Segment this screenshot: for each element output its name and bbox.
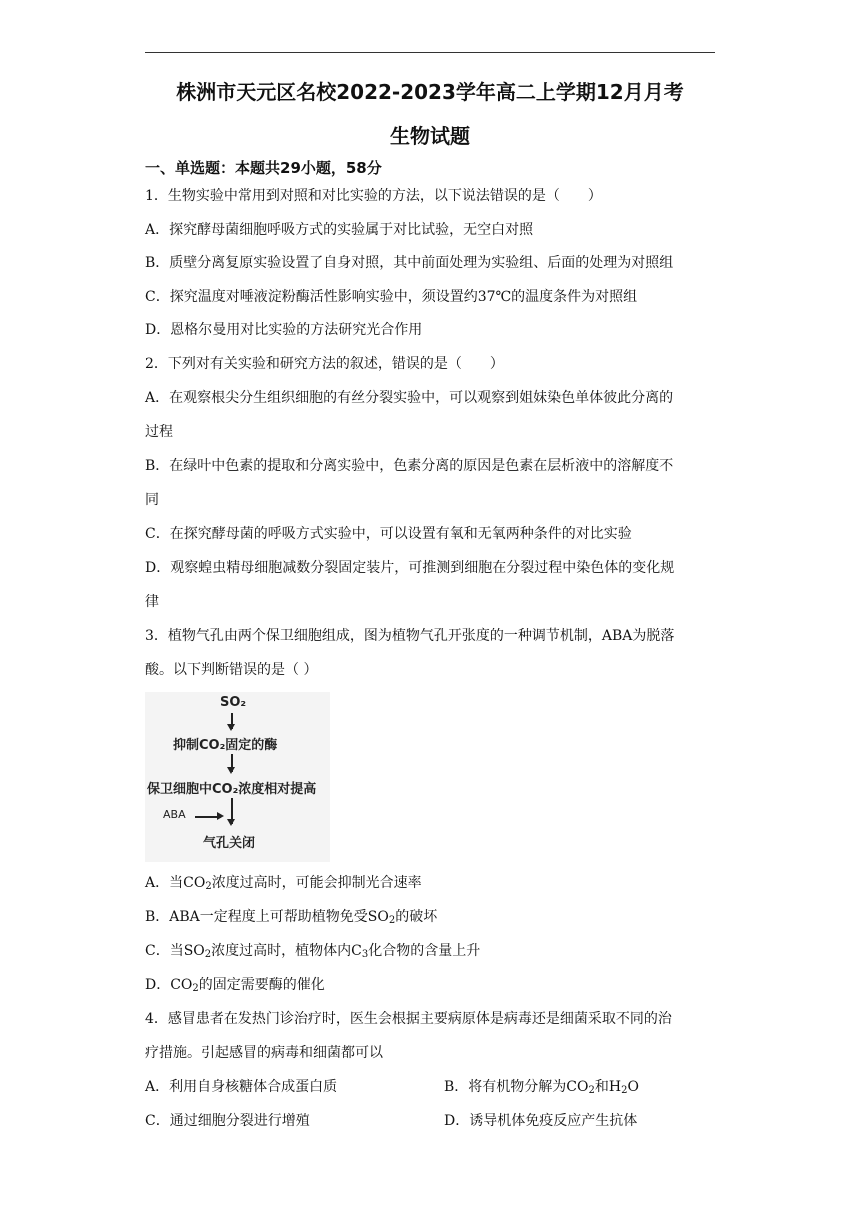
header-rule [145, 52, 715, 53]
q1-option-d: D．恩格尔曼用对比实验的方法研究光合作用 [145, 322, 423, 338]
q2-option-c: C．在探究酵母菌的呼吸方式实验中，可以设置有氧和无氧两种条件的对比实验 [145, 526, 632, 542]
q2-option-b: B．在绿叶中色素的提取和分离实验中，色素分离的原因是色素在层析液中的溶解度不 [145, 458, 674, 474]
q4-option-b: B．将有机物分解为$CO_2$和$H_2O$ [444, 1079, 639, 1096]
q2-option-d: D．观察蝗虫精母细胞减数分裂固定装片，可推测到细胞在分裂过程中染色体的变化规 [145, 560, 675, 576]
diagram-arrow-3 [231, 798, 233, 824]
diagram-aba-arrow [195, 816, 221, 818]
q4-option-d: D．诱导机体免疫反应产生抗体 [444, 1113, 638, 1129]
q3-option-b: B．ABA一定程度上可帮助植物免受$SO_2$的破坏 [145, 909, 438, 926]
q1-option-a: A．探究酵母菌细胞呼吸方式的实验属于对比试验，无空白对照 [145, 222, 534, 238]
section-heading: 一、单选题：本题共29小题，58分 [145, 159, 382, 177]
diagram-so2-label: SO₂ [220, 695, 247, 710]
q3-option-a: A．当$CO_2$浓度过高时，可能会抑制光合速率 [145, 875, 422, 892]
q4-stem: 4．感冒患者在发热门诊治疗时，医生会根据主要病原体是病毒还是细菌采取不同的治 [145, 1011, 672, 1027]
diagram-enzyme-label: 抑制CO₂固定的酶 [173, 738, 278, 753]
q4-stem-cont: 疗措施。引起感冒的病毒和细菌都可以 [145, 1045, 383, 1061]
q3-stem-cont: 酸。以下判断错误的是（ ） [145, 662, 318, 678]
q2-option-d-cont: 律 [145, 594, 159, 610]
q1-stem: 1．生物实验中常用到对照和对比实验的方法，以下说法错误的是（ ） [145, 188, 602, 204]
q2-option-a: A．在观察根尖分生组织细胞的有丝分裂实验中，可以观察到姐妹染色单体彼此分离的 [145, 390, 674, 406]
diagram-arrow-2 [231, 754, 233, 772]
q2-option-b-cont: 同 [145, 492, 159, 508]
q1-option-b: B．质壁分离复原实验设置了自身对照，其中前面处理为实验组、后面的处理为对照组 [145, 255, 674, 271]
diagram-co2-label: 保卫细胞中CO₂浓度相对提高 [147, 782, 317, 797]
q4-option-c: C．通过细胞分裂进行增殖 [145, 1113, 310, 1129]
diagram-arrow-1 [231, 713, 233, 729]
diagram-aba-label: ABA [163, 808, 186, 821]
q1-option-c: C．探究温度对唾液淀粉酶活性影响实验中，须设置约37℃的温度条件为对照组 [145, 289, 638, 305]
q2-option-a-cont: 过程 [145, 424, 173, 440]
stomata-regulation-diagram [145, 692, 330, 862]
q2-stem: 2．下列对有关实验和研究方法的叙述，错误的是（ ） [145, 356, 504, 372]
q3-option-c: C．当$SO_2$浓度过高时，植物体内$C_3$化合物的含量上升 [145, 943, 481, 960]
q3-option-d: D．$CO_2$的固定需要酶的催化 [145, 977, 325, 994]
q4-option-a: A．利用自身核糖体合成蛋白质 [145, 1079, 338, 1095]
page-subtitle: 生物试题 [390, 124, 470, 148]
q3-stem: 3．植物气孔由两个保卫细胞组成，图为植物气孔开张度的一种调节机制，ABA为脱落 [145, 628, 675, 644]
diagram-stomata-label: 气孔关闭 [203, 836, 256, 851]
page-title: 株洲市天元区名校2022-2023学年高二上学期12月月考 [176, 80, 684, 104]
